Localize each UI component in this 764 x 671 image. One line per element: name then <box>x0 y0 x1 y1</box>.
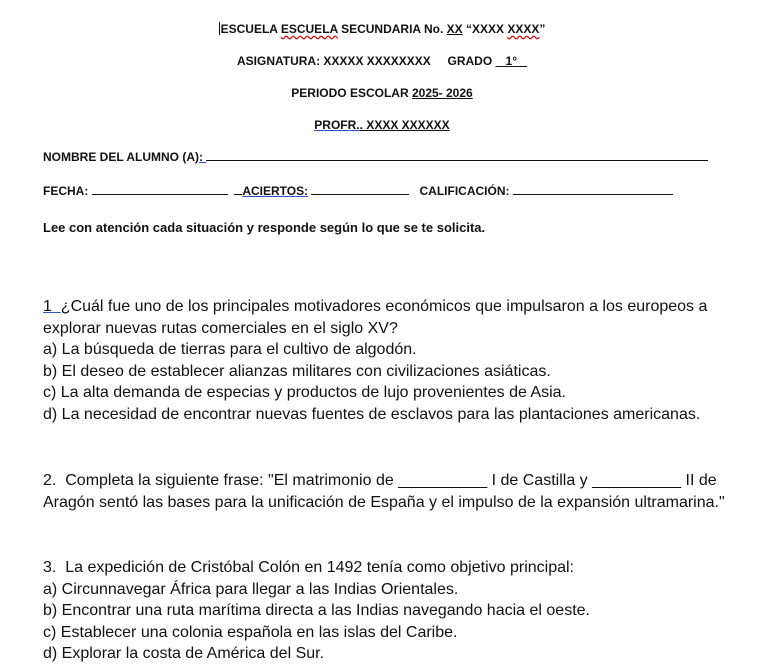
spellcheck-word: XXXX <box>507 22 540 36</box>
date-blank[interactable] <box>92 184 228 195</box>
question-3-option-b: b) Encontrar una ruta marítima directa a las Indias navegando hacia el oeste. <box>43 602 590 619</box>
question-3-option-a: a) Circunnavegar África para llegar a las Indias Orientales. <box>43 580 459 598</box>
student-name-blank[interactable] <box>206 150 708 161</box>
question-1 <box>43 296 733 425</box>
spellcheck-word: ESCUELA <box>280 22 338 36</box>
question-3 <box>43 557 733 665</box>
blank-2[interactable]: __________ <box>592 472 682 489</box>
question-1-option-b: b) El deseo de establecer alianzas militares con civilizaciones asiáticas. <box>43 362 551 380</box>
teacher-line: PROFR.. XXXX XXXXXX <box>314 118 450 132</box>
blank-1[interactable]: __________ <box>398 472 488 489</box>
period-line: PERIODO ESCOLAR 2025- 2026 <box>291 86 473 100</box>
question-1-option-a: a) La búsqueda de tierras para el cultivo de algodón. <box>43 341 417 358</box>
school-number: XX <box>446 22 463 36</box>
instructions: Lee con atención cada situación y responde según lo que se te solicita. <box>43 220 486 235</box>
question-1-prompt: 1 ¿Cuál fue uno de los principales motivadores económicos que impulsaron a los europeos a explorar nuevas rutas comerciales en el siglo XV? <box>43 298 708 337</box>
text-cursor <box>219 22 220 35</box>
school-name: ESCUELA ESCUELA SECUNDARIA No. XX “XXXX XXXX” <box>220 22 546 36</box>
subject-line: ASIGNATURA: XXXXX XXXXXXXX GRADO 1° <box>0 54 764 68</box>
question-2 <box>43 470 733 513</box>
question-3-option-c: c) Establecer una colonia española en las islas del Caribe. <box>43 623 458 641</box>
question-1-option-d: d) La necesidad de encontrar nuevas fuentes de esclavos para las plantaciones americanas. <box>43 405 701 423</box>
question-1-option-c: c) La alta demanda de especias y productos de lujo provenientes de Asia. <box>43 384 566 401</box>
hits-blank[interactable] <box>311 184 409 195</box>
question-3-option-d: d) Explorar la costa de América del Sur. <box>43 645 325 662</box>
grade-blank[interactable] <box>513 184 673 195</box>
question-3-prompt: 3. La expedición de Cristóbal Colón en 1492 tenía como objetivo principal: <box>43 559 574 576</box>
date-score-row: FECHA: ACIERTOS: CALIFICACIÓN: <box>43 184 673 198</box>
grade-value: 1° <box>505 54 517 68</box>
question-2-prompt: 2. Completa la siguiente frase: "El matrimonio de __________ I de Castilla y __________ II de Aragón sentó las bases para la unificación de España y el impulso de la expansión ultramarina." <box>43 472 725 511</box>
hits-label: ACIERTOS: <box>242 184 309 198</box>
student-name-field: NOMBRE DEL ALUMNO (A): <box>43 150 708 164</box>
